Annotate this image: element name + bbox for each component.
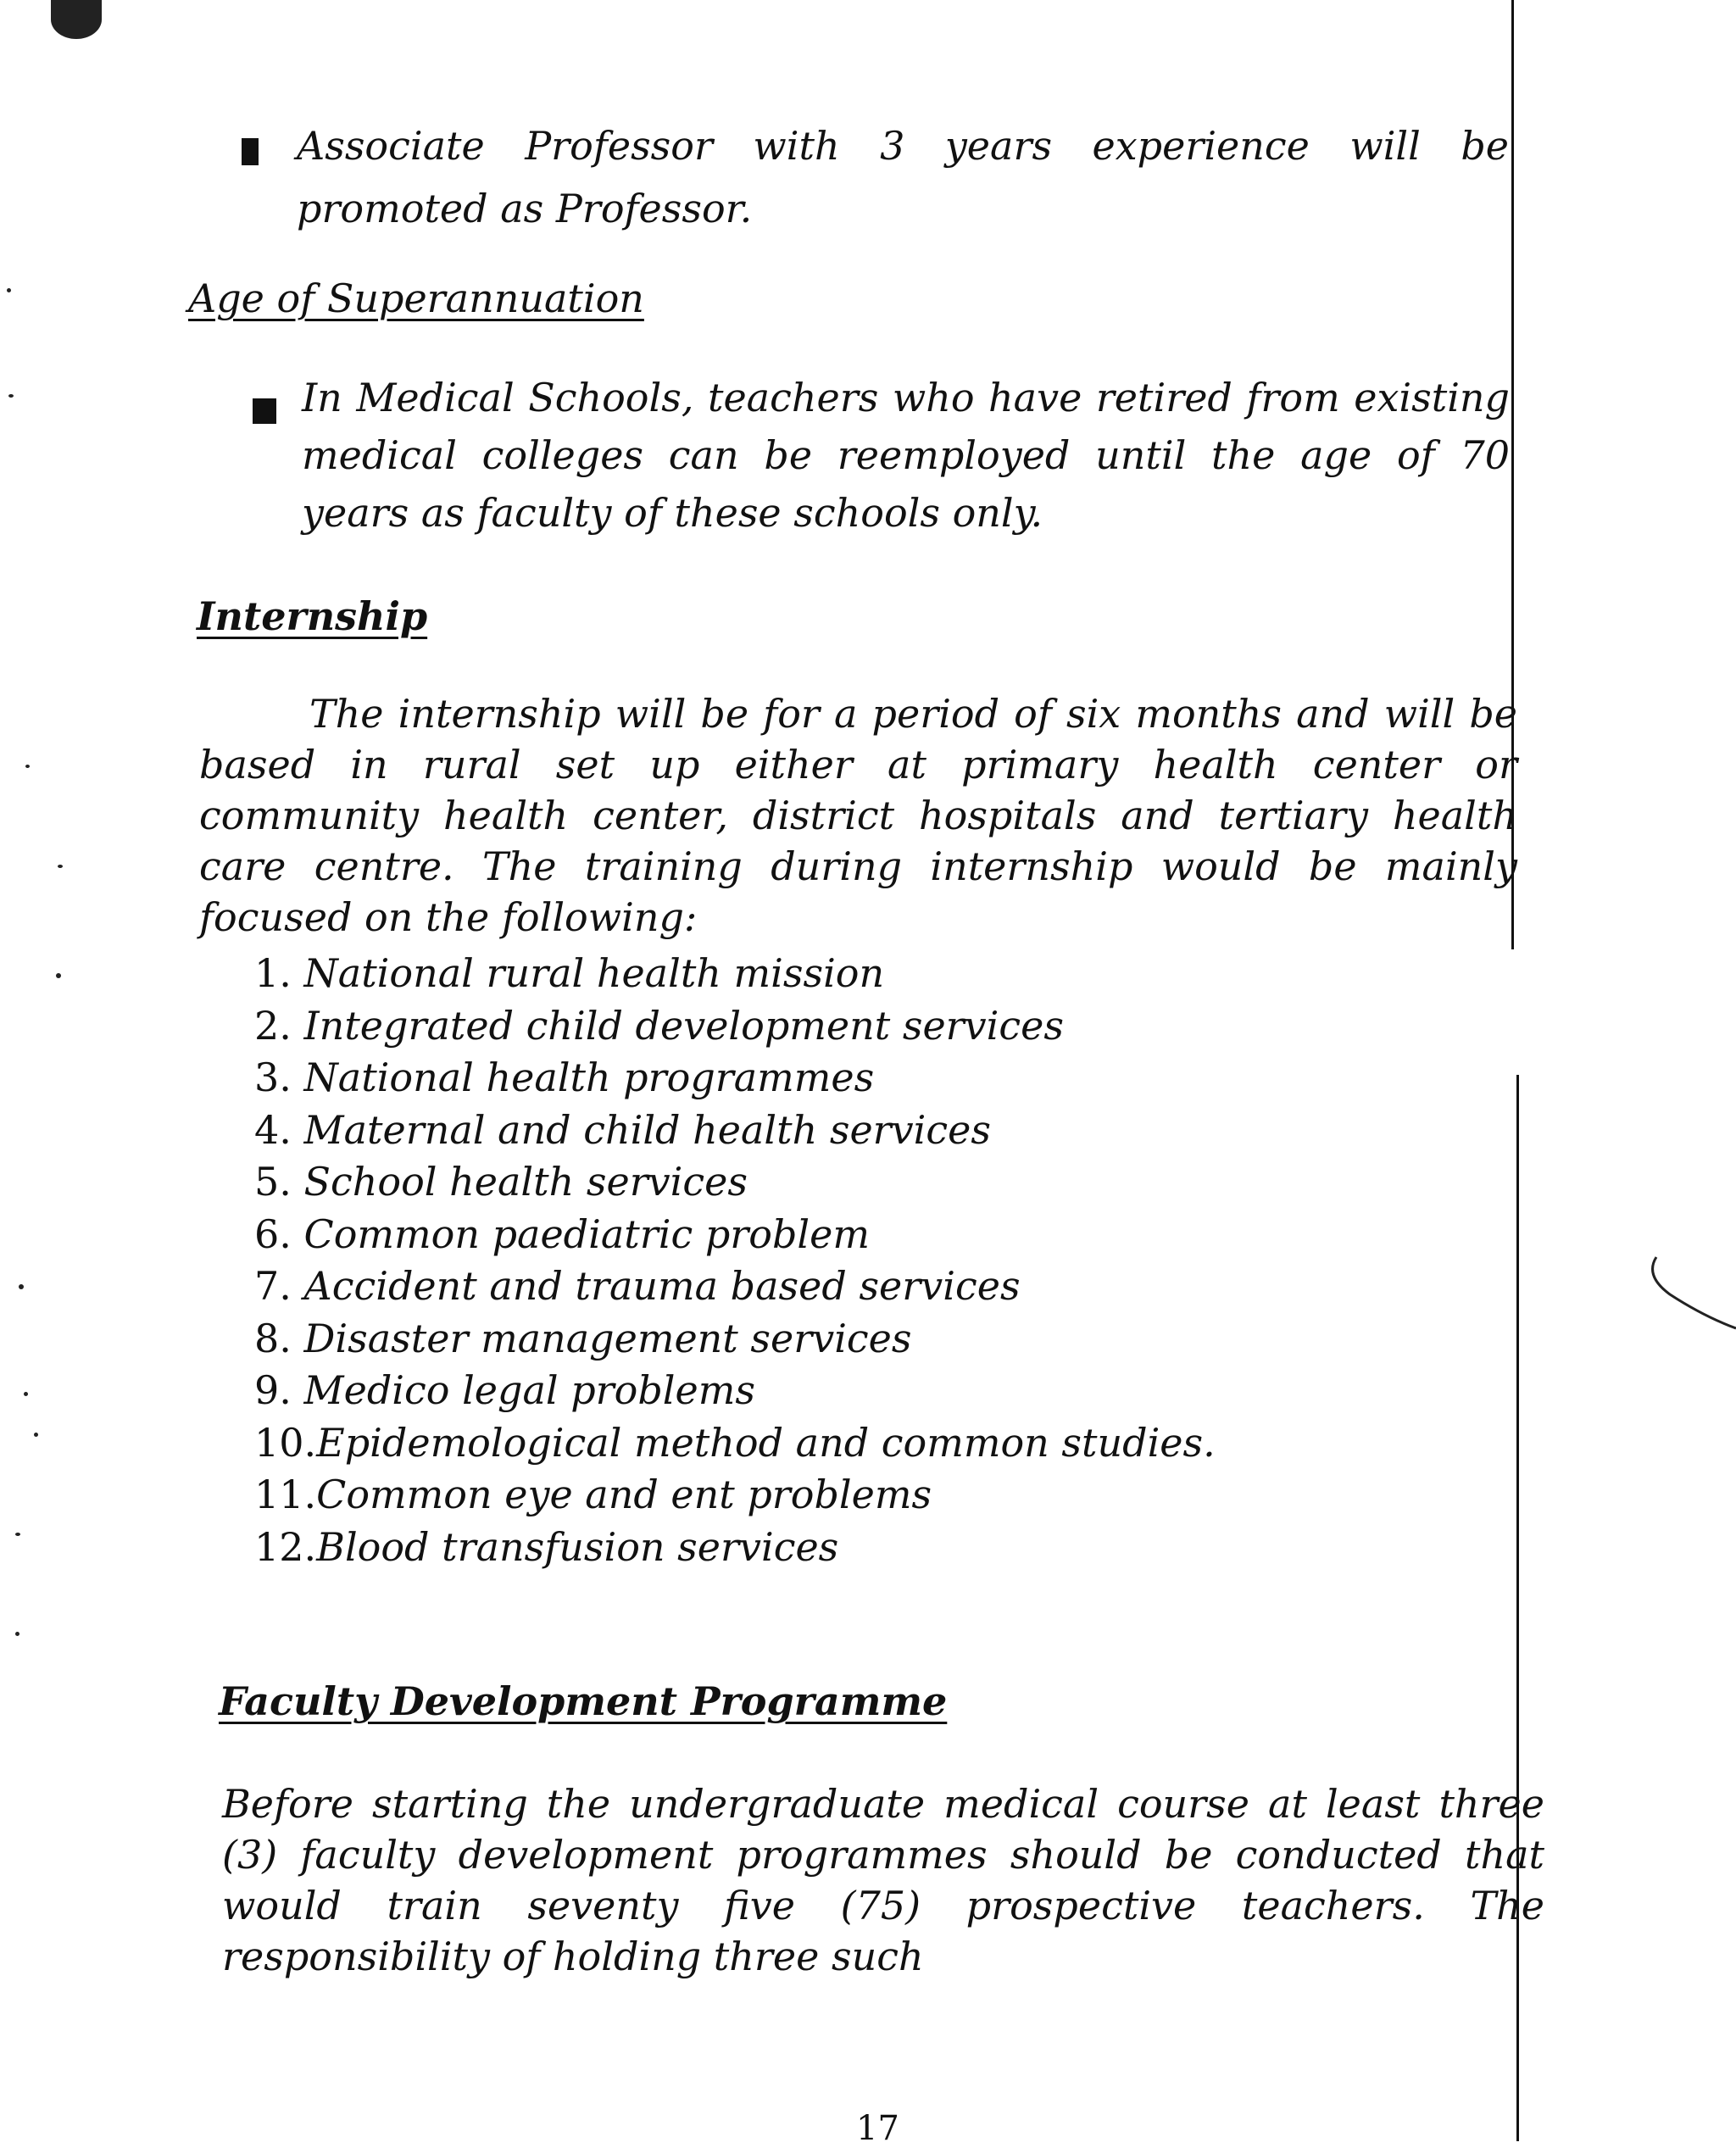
scan-speck xyxy=(15,1533,20,1536)
list-item: 9. Medico legal problems xyxy=(254,1367,755,1413)
scan-speck xyxy=(8,394,14,398)
scan-speck xyxy=(58,865,63,868)
bullet-item xyxy=(297,114,1509,240)
section-heading-internship: Internship xyxy=(197,593,428,639)
scan-speck xyxy=(56,973,61,978)
bullet-item xyxy=(302,369,1510,542)
section-heading-age: Age of Superannuation xyxy=(188,275,644,321)
internship-topics-list xyxy=(254,948,1216,1573)
bullet-text: In Medical Schools, teachers who have retired from existing medical colleges can be reemployed until the age of 70 years as faculty of these schools only. xyxy=(302,375,1510,536)
internship-paragraph xyxy=(199,688,1517,943)
scan-curve-mark xyxy=(1644,1250,1736,1335)
bullet-square xyxy=(242,138,259,165)
scan-blot xyxy=(51,0,102,39)
scan-speck xyxy=(19,1284,24,1289)
list-item: 6. Common paediatric problem xyxy=(254,1210,870,1257)
scan-speck xyxy=(34,1433,38,1437)
section-heading-faculty: Faculty Development Programme xyxy=(219,1678,948,1724)
list-item: 7. Accident and trauma based services xyxy=(254,1263,1021,1309)
list-item: 1. National rural health mission xyxy=(254,950,885,996)
scan-speck xyxy=(25,765,30,768)
list-item: 3. National health programmes xyxy=(254,1055,875,1100)
list-item: 4. Maternal and child health services xyxy=(254,1106,991,1153)
list-item: 2. Integrated child development services xyxy=(254,1002,1064,1049)
list-item: 11.Common eye and ent problems xyxy=(254,1472,932,1517)
scan-speck xyxy=(15,1632,19,1636)
scan-speck xyxy=(24,1392,28,1396)
bullet-text: Associate Professor with 3 years experience will be promoted as Professor. xyxy=(297,123,1509,231)
list-item: 12.Blood transfusion services xyxy=(254,1523,839,1570)
page-number: 17 xyxy=(856,2109,899,2148)
scan-speck xyxy=(7,288,11,292)
list-item: 10.Epidemological method and common studies. xyxy=(254,1419,1216,1466)
bullet-square xyxy=(253,398,276,424)
list-item: 5. School health services xyxy=(254,1159,748,1205)
paragraph-text: Before starting the undergraduate medical course at least three (3) faculty development programmes should be conducted that would train seventy five (75) prospective teachers. The responsibility of holding three such xyxy=(222,1781,1544,1979)
paragraph-text: The internship will be for a period of six months and will be based in rural set up either at primary health center or community health center, district hospitals and tertiary health care centre. The training during internship would be mainly focused on the following: xyxy=(199,691,1517,940)
list-item: 8. Disaster management services xyxy=(254,1315,912,1361)
faculty-paragraph xyxy=(222,1778,1544,1982)
